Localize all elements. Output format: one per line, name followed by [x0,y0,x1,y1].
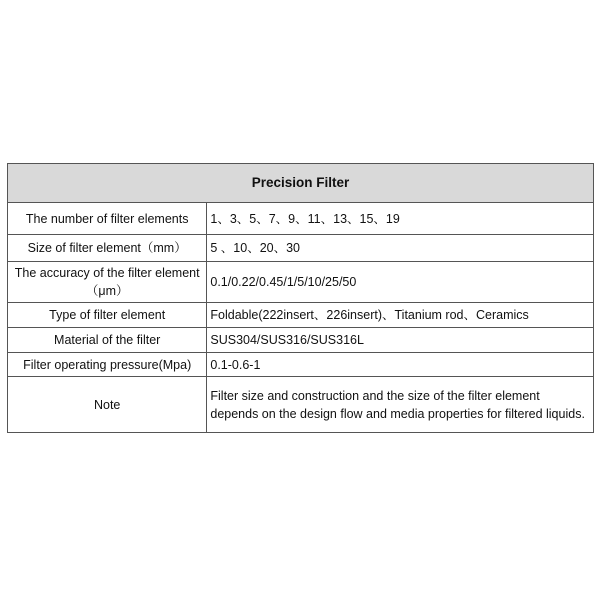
row-label: Size of filter element（mm） [8,235,207,262]
row-value: SUS304/SUS316/SUS316L [207,328,594,353]
row-label: The number of filter elements [8,203,207,235]
table-row [8,328,594,353]
row-label: Note [8,377,207,433]
row-value: 0.1-0.6-1 [207,353,594,377]
row-label: Material of the filter [8,328,207,353]
row-value: Foldable(222insert、226insert)、Titanium rod、Ceramics [207,303,594,328]
row-label: Filter operating pressure(Mpa) [8,353,207,377]
row-label: Type of filter element [8,303,207,328]
table-row [8,235,594,262]
table-header-row [8,164,594,203]
table-row [8,353,594,377]
table-row [8,377,594,433]
row-value: 0.1/0.22/0.45/1/5/10/25/50 [207,262,594,303]
row-label: The accuracy of the filter element（μm） [8,262,207,303]
table-row [8,303,594,328]
table-row [8,262,594,303]
row-value: Filter size and construction and the size of the filter element depends on the design flow and media properties for filtered liquids. [207,377,594,433]
row-value: 1、3、5、7、9、11、13、15、19 [207,203,594,235]
row-value: 5 、10、20、30 [207,235,594,262]
spec-table [7,163,594,433]
table-row [8,203,594,235]
table-title: Precision Filter [8,164,594,203]
